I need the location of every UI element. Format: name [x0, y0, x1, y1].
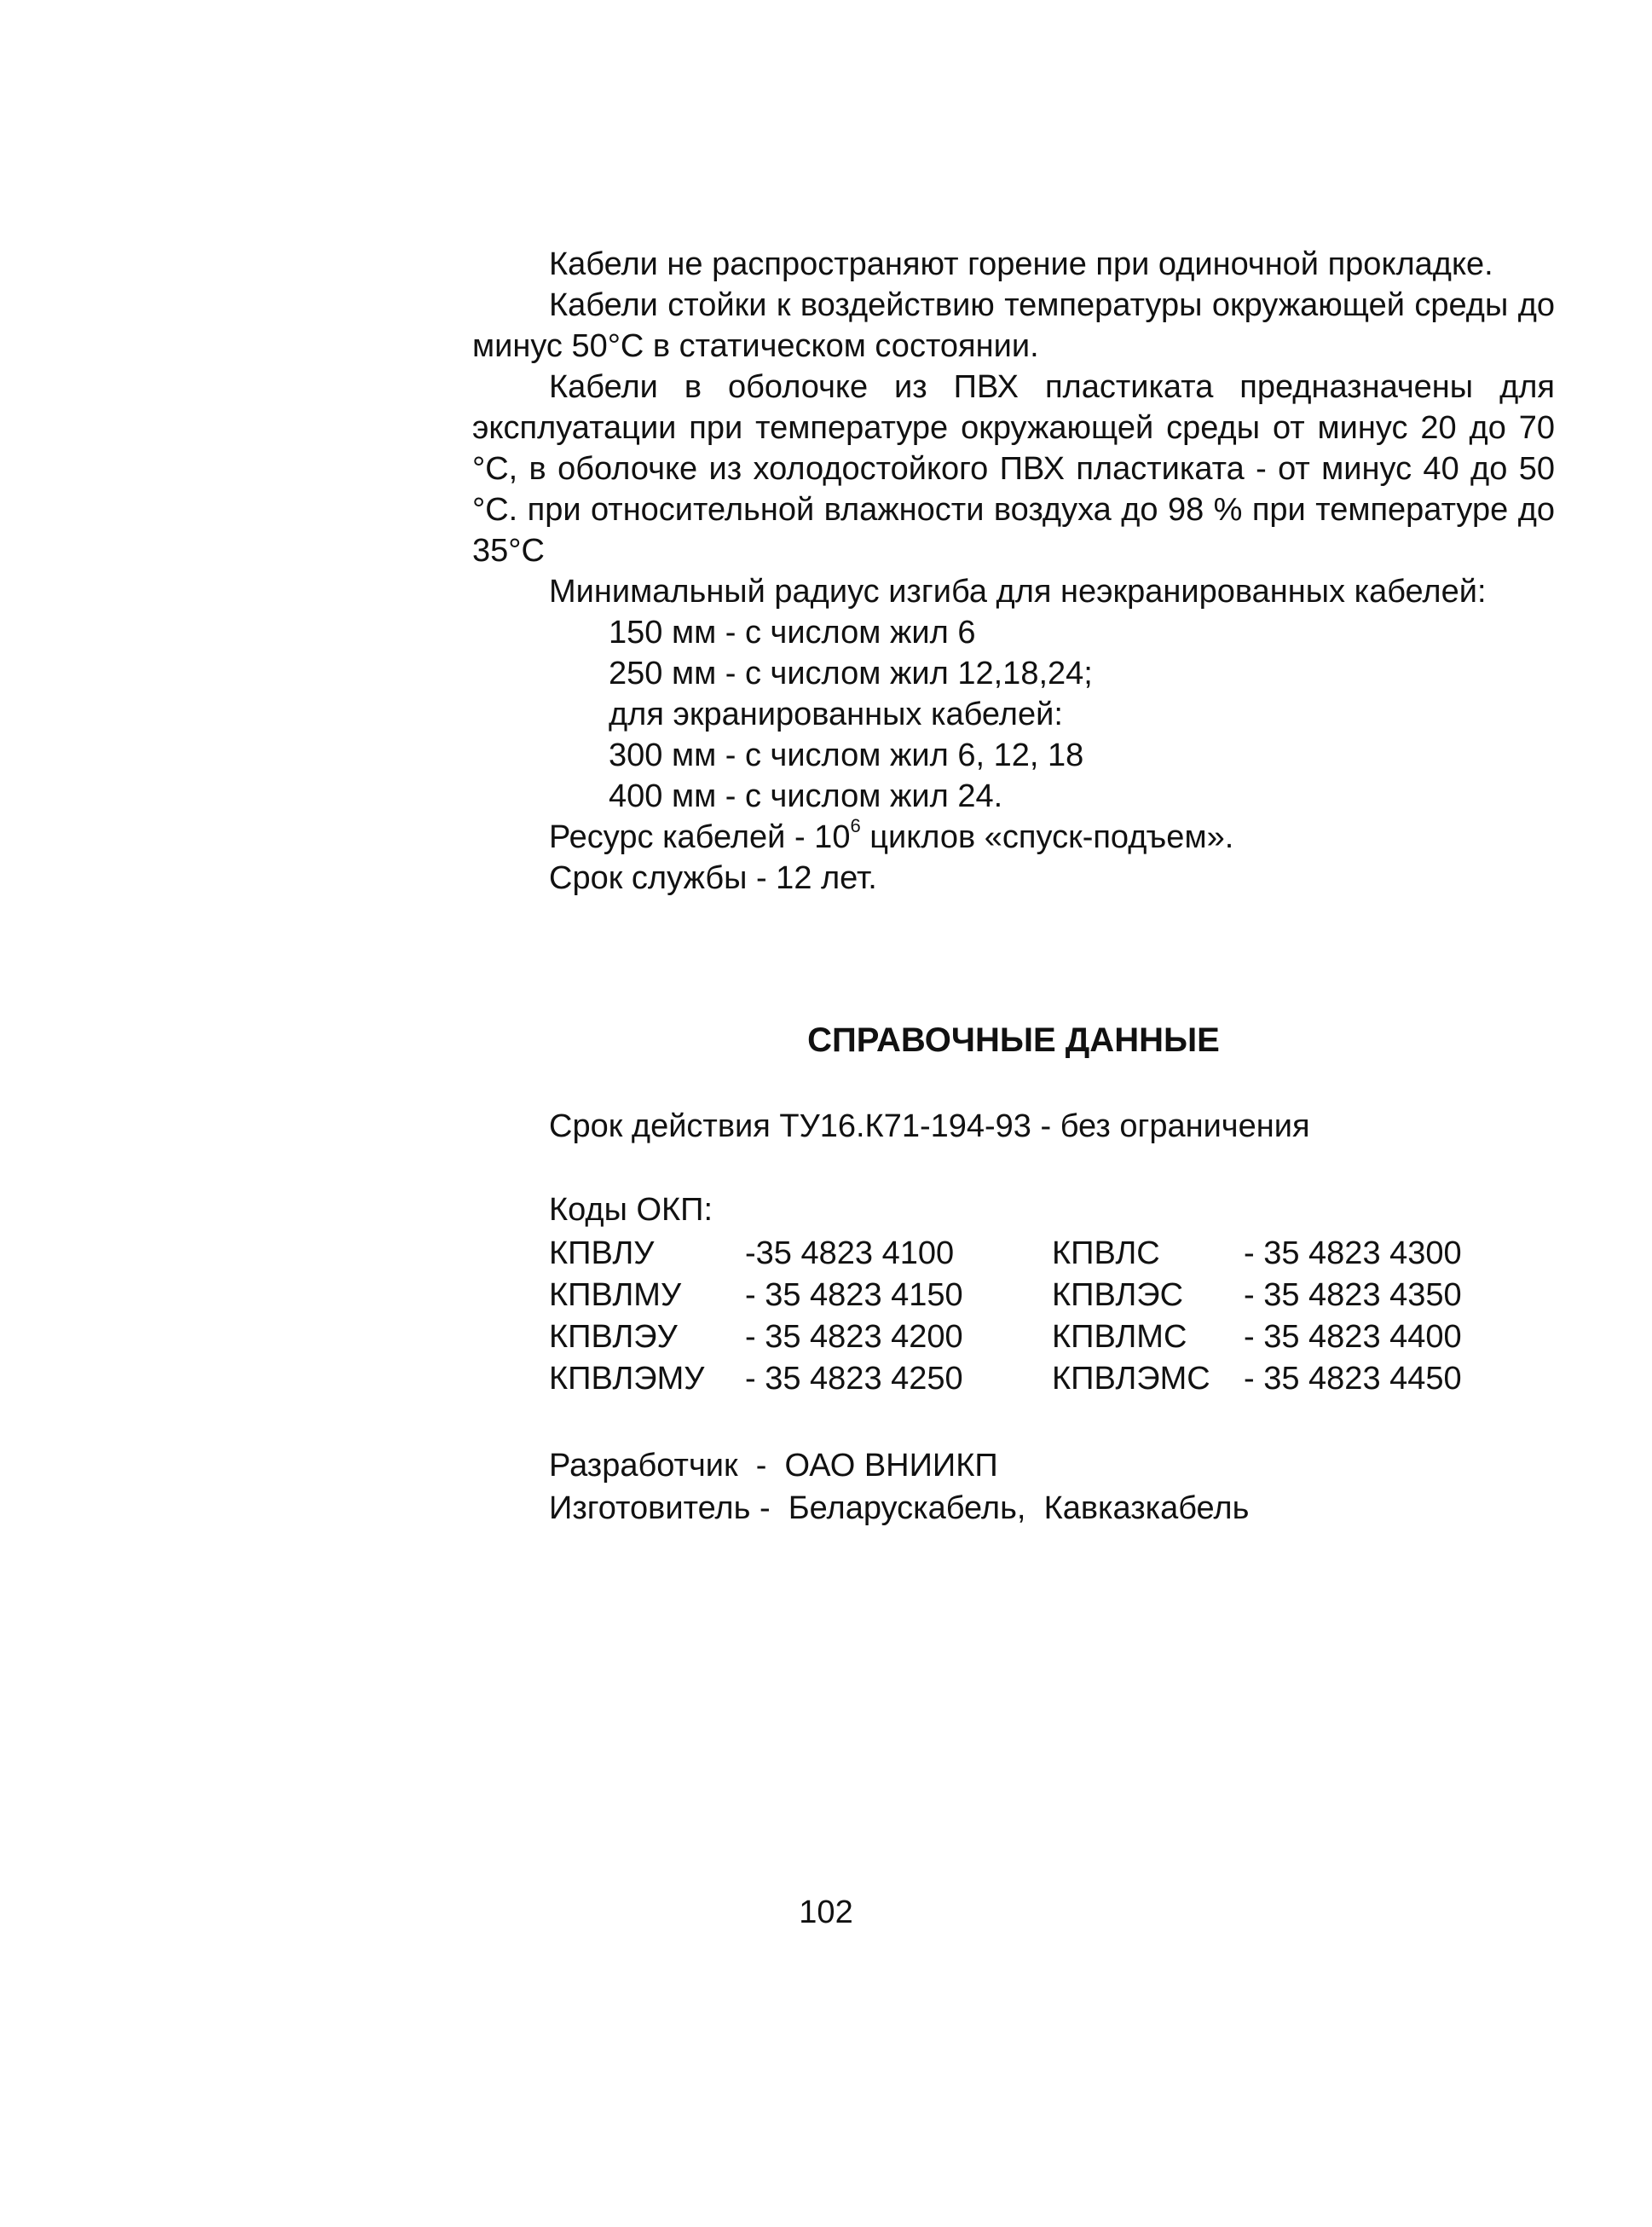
cable-name: КПВЛЭМУ: [549, 1361, 705, 1397]
page-number: 102: [799, 1894, 853, 1930]
cable-name: КПВЛМС: [1052, 1319, 1187, 1355]
cable-name: КПВЛЭС: [1052, 1277, 1184, 1313]
cable-name: КПВЛС: [1052, 1235, 1160, 1271]
list-item: 150 мм - с числом жил 6: [609, 615, 976, 651]
paragraph-temperature-resistance: Кабели стойки к воздействию температуры окружающей среды до минус 50°С в статическом состоянии.: [472, 287, 1555, 364]
okp-codes-table: [549, 1233, 1499, 1400]
table-row: [549, 1358, 1499, 1400]
okp-code: - 35 4823 4200: [745, 1319, 963, 1355]
okp-code: - 35 4823 4400: [1244, 1319, 1462, 1355]
list-item: 250 мм - с числом жил 12,18,24;: [609, 656, 1093, 691]
resource-text: Ресурс кабелей - 10: [549, 819, 851, 855]
okp-code: - 35 4823 4150: [745, 1277, 963, 1313]
okp-code: - 35 4823 4300: [1244, 1235, 1462, 1271]
cable-name: КПВЛУ: [549, 1235, 655, 1271]
okp-code: - 35 4823 4450: [1244, 1361, 1462, 1397]
resource-text-end: циклов «спуск-подъем».: [860, 819, 1234, 855]
developer-line: Разработчик - ОАО ВНИИКП: [549, 1448, 998, 1484]
table-row: [549, 1233, 1499, 1275]
paragraph-flame: Кабели не распространяют горение при одиночной прокладке.: [549, 246, 1493, 282]
okp-code: -35 4823 4100: [745, 1235, 955, 1271]
credits: [549, 1444, 1249, 1530]
paragraph-bend-radius: Минимальный радиус изгиба для неэкранированных кабелей:: [549, 574, 1487, 610]
paragraph-operating-conditions: Кабели в оболочке из ПВХ пластиката предназначены для эксплуатации при температуре окружающей среды от минус 20 до 70 °С, в оболочке из холодостойкого ПВХ пластиката - от минус 40 до 50 °С. при относительной влажности воздуха до 98 % при температуре до 35°С: [472, 369, 1555, 569]
table-row: [549, 1275, 1499, 1316]
list-item: для экранированных кабелей:: [609, 697, 1063, 732]
table-row: [549, 1316, 1499, 1358]
section-heading: СПРАВОЧНЫЕ ДАННЫЕ: [807, 1021, 1220, 1059]
cable-name: КПВЛМУ: [549, 1277, 682, 1313]
okp-code: - 35 4823 4250: [745, 1361, 963, 1397]
codes-title: Коды ОКП:: [549, 1192, 713, 1228]
service-life-line: Срок службы - 12 лет.: [549, 860, 877, 896]
resource-line: [472, 817, 1555, 858]
list-item: 400 мм - с числом жил 24.: [609, 778, 1003, 814]
bend-radius-list: [472, 612, 1555, 817]
manufacturer-line: Изготовитель - Беларускабель, Кавказкабель: [549, 1490, 1250, 1526]
validity-line: Срок действия ТУ16.К71-194-93 - без ограничения: [549, 1108, 1310, 1144]
resource-exponent: 6: [850, 815, 861, 836]
body-text: [472, 244, 1555, 899]
list-item: 300 мм - с числом жил 6, 12, 18: [609, 738, 1084, 773]
cable-name: КПВЛЭУ: [549, 1319, 678, 1355]
okp-code: - 35 4823 4350: [1244, 1277, 1462, 1313]
cable-name: КПВЛЭМС: [1052, 1361, 1210, 1397]
